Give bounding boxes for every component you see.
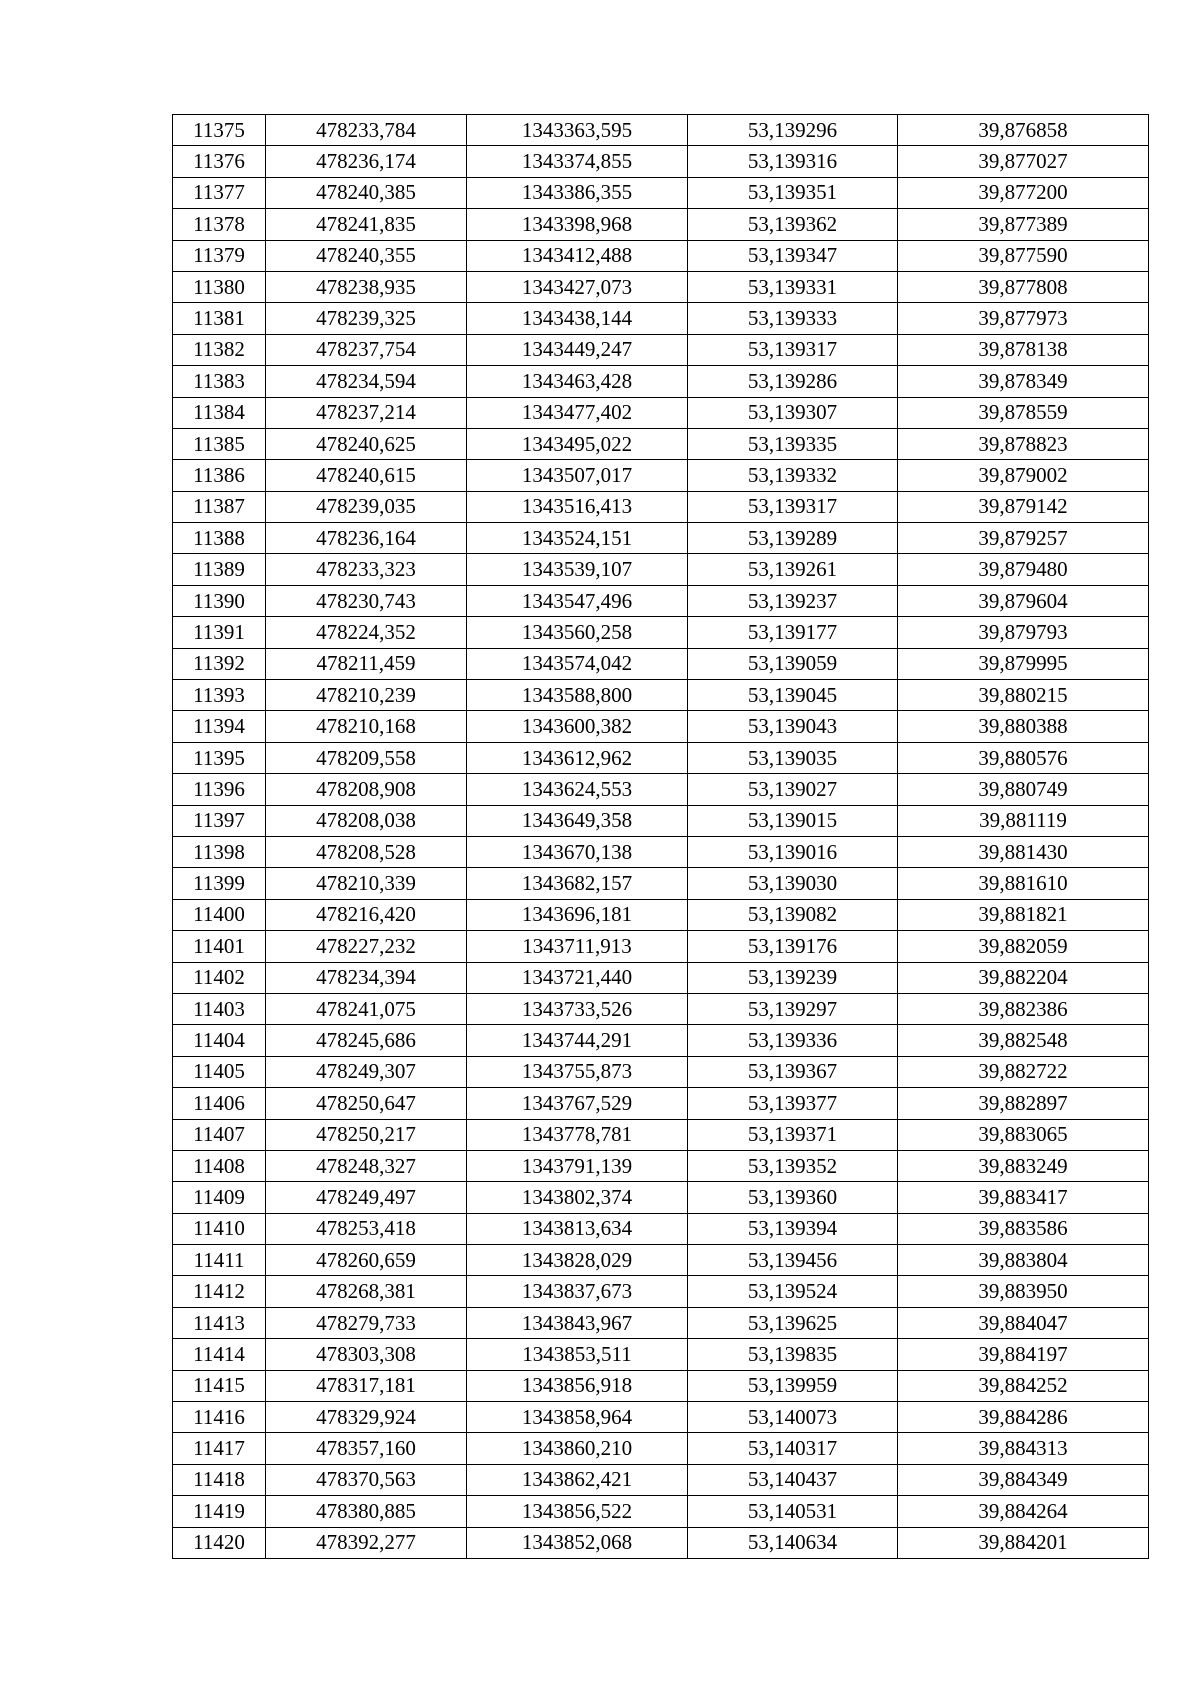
- y-coordinate-cell: 1343828,029: [467, 1245, 688, 1276]
- table-row: [173, 836, 1149, 867]
- table-row: [173, 931, 1149, 962]
- longitude-cell: 39,877808: [898, 271, 1149, 302]
- point-number-cell: 11397: [173, 805, 266, 836]
- longitude-cell: 39,883065: [898, 1119, 1149, 1150]
- latitude-cell: 53,139335: [688, 428, 898, 459]
- point-number-cell: 11417: [173, 1433, 266, 1464]
- table-row: [173, 648, 1149, 679]
- longitude-cell: 39,884349: [898, 1464, 1149, 1495]
- y-coordinate-cell: 1343449,247: [467, 334, 688, 365]
- y-coordinate-cell: 1343670,138: [467, 836, 688, 867]
- latitude-cell: 53,139289: [688, 523, 898, 554]
- table-row: [173, 868, 1149, 899]
- point-number-cell: 11399: [173, 868, 266, 899]
- table-row: [173, 1307, 1149, 1338]
- longitude-cell: 39,883586: [898, 1213, 1149, 1244]
- y-coordinate-cell: 1343588,800: [467, 680, 688, 711]
- table-row: [173, 805, 1149, 836]
- point-number-cell: 11400: [173, 899, 266, 930]
- y-coordinate-cell: 1343363,595: [467, 115, 688, 146]
- x-coordinate-cell: 478241,075: [266, 993, 467, 1024]
- table-row: [173, 1402, 1149, 1433]
- y-coordinate-cell: 1343682,157: [467, 868, 688, 899]
- x-coordinate-cell: 478240,615: [266, 460, 467, 491]
- table-row: [173, 585, 1149, 616]
- table-row: [173, 1496, 1149, 1527]
- x-coordinate-cell: 478268,381: [266, 1276, 467, 1307]
- table-row: [173, 334, 1149, 365]
- y-coordinate-cell: 1343463,428: [467, 366, 688, 397]
- latitude-cell: 53,139027: [688, 774, 898, 805]
- latitude-cell: 53,139333: [688, 303, 898, 334]
- point-number-cell: 11380: [173, 271, 266, 302]
- longitude-cell: 39,883417: [898, 1182, 1149, 1213]
- x-coordinate-cell: 478237,214: [266, 397, 467, 428]
- table-row: [173, 115, 1149, 146]
- table-row: [173, 1527, 1149, 1558]
- table-row: [173, 428, 1149, 459]
- longitude-cell: 39,880576: [898, 742, 1149, 773]
- point-number-cell: 11387: [173, 491, 266, 522]
- y-coordinate-cell: 1343856,918: [467, 1370, 688, 1401]
- latitude-cell: 53,139317: [688, 334, 898, 365]
- table-row: [173, 1182, 1149, 1213]
- x-coordinate-cell: 478208,528: [266, 836, 467, 867]
- x-coordinate-cell: 478224,352: [266, 617, 467, 648]
- x-coordinate-cell: 478370,563: [266, 1464, 467, 1495]
- y-coordinate-cell: 1343438,144: [467, 303, 688, 334]
- y-coordinate-cell: 1343547,496: [467, 585, 688, 616]
- longitude-cell: 39,880749: [898, 774, 1149, 805]
- point-number-cell: 11398: [173, 836, 266, 867]
- y-coordinate-cell: 1343507,017: [467, 460, 688, 491]
- point-number-cell: 11412: [173, 1276, 266, 1307]
- x-coordinate-cell: 478260,659: [266, 1245, 467, 1276]
- table-row: [173, 1088, 1149, 1119]
- table-row: [173, 1056, 1149, 1087]
- x-coordinate-cell: 478234,594: [266, 366, 467, 397]
- latitude-cell: 53,139261: [688, 554, 898, 585]
- latitude-cell: 53,139296: [688, 115, 898, 146]
- y-coordinate-cell: 1343398,968: [467, 209, 688, 240]
- table-row: [173, 366, 1149, 397]
- y-coordinate-cell: 1343778,781: [467, 1119, 688, 1150]
- table-row: [173, 680, 1149, 711]
- point-number-cell: 11395: [173, 742, 266, 773]
- y-coordinate-cell: 1343858,964: [467, 1402, 688, 1433]
- longitude-cell: 39,884286: [898, 1402, 1149, 1433]
- table-row: [173, 1464, 1149, 1495]
- longitude-cell: 39,879480: [898, 554, 1149, 585]
- point-number-cell: 11413: [173, 1307, 266, 1338]
- point-number-cell: 11389: [173, 554, 266, 585]
- y-coordinate-cell: 1343853,511: [467, 1339, 688, 1370]
- longitude-cell: 39,878559: [898, 397, 1149, 428]
- y-coordinate-cell: 1343427,073: [467, 271, 688, 302]
- point-number-cell: 11391: [173, 617, 266, 648]
- latitude-cell: 53,139394: [688, 1213, 898, 1244]
- point-number-cell: 11408: [173, 1150, 266, 1181]
- table-row: [173, 491, 1149, 522]
- x-coordinate-cell: 478329,924: [266, 1402, 467, 1433]
- x-coordinate-cell: 478236,174: [266, 146, 467, 177]
- point-number-cell: 11393: [173, 680, 266, 711]
- table-row: [173, 774, 1149, 805]
- x-coordinate-cell: 478279,733: [266, 1307, 467, 1338]
- latitude-cell: 53,139360: [688, 1182, 898, 1213]
- x-coordinate-cell: 478357,160: [266, 1433, 467, 1464]
- point-number-cell: 11386: [173, 460, 266, 491]
- table-row: [173, 711, 1149, 742]
- y-coordinate-cell: 1343852,068: [467, 1527, 688, 1558]
- point-number-cell: 11407: [173, 1119, 266, 1150]
- longitude-cell: 39,876858: [898, 115, 1149, 146]
- x-coordinate-cell: 478209,558: [266, 742, 467, 773]
- table-row: [173, 146, 1149, 177]
- point-number-cell: 11390: [173, 585, 266, 616]
- point-number-cell: 11375: [173, 115, 266, 146]
- point-number-cell: 11388: [173, 523, 266, 554]
- y-coordinate-cell: 1343524,151: [467, 523, 688, 554]
- x-coordinate-cell: 478208,038: [266, 805, 467, 836]
- table-row: [173, 1245, 1149, 1276]
- point-number-cell: 11416: [173, 1402, 266, 1433]
- x-coordinate-cell: 478250,217: [266, 1119, 467, 1150]
- latitude-cell: 53,139347: [688, 240, 898, 271]
- table-row: [173, 460, 1149, 491]
- longitude-cell: 39,883249: [898, 1150, 1149, 1181]
- y-coordinate-cell: 1343837,673: [467, 1276, 688, 1307]
- longitude-cell: 39,880215: [898, 680, 1149, 711]
- table-row: [173, 617, 1149, 648]
- x-coordinate-cell: 478317,181: [266, 1370, 467, 1401]
- y-coordinate-cell: 1343412,488: [467, 240, 688, 271]
- longitude-cell: 39,884313: [898, 1433, 1149, 1464]
- x-coordinate-cell: 478227,232: [266, 931, 467, 962]
- latitude-cell: 53,140317: [688, 1433, 898, 1464]
- point-number-cell: 11410: [173, 1213, 266, 1244]
- longitude-cell: 39,877027: [898, 146, 1149, 177]
- latitude-cell: 53,139331: [688, 271, 898, 302]
- x-coordinate-cell: 478249,497: [266, 1182, 467, 1213]
- point-number-cell: 11381: [173, 303, 266, 334]
- table-row: [173, 899, 1149, 930]
- y-coordinate-cell: 1343624,553: [467, 774, 688, 805]
- longitude-cell: 39,878138: [898, 334, 1149, 365]
- x-coordinate-cell: 478234,394: [266, 962, 467, 993]
- x-coordinate-cell: 478230,743: [266, 585, 467, 616]
- longitude-cell: 39,881430: [898, 836, 1149, 867]
- longitude-cell: 39,884252: [898, 1370, 1149, 1401]
- longitude-cell: 39,879793: [898, 617, 1149, 648]
- point-number-cell: 11403: [173, 993, 266, 1024]
- y-coordinate-cell: 1343843,967: [467, 1307, 688, 1338]
- y-coordinate-cell: 1343733,526: [467, 993, 688, 1024]
- table-row: [173, 240, 1149, 271]
- y-coordinate-cell: 1343612,962: [467, 742, 688, 773]
- table-row: [173, 1370, 1149, 1401]
- x-coordinate-cell: 478380,885: [266, 1496, 467, 1527]
- latitude-cell: 53,139959: [688, 1370, 898, 1401]
- point-number-cell: 11406: [173, 1088, 266, 1119]
- longitude-cell: 39,882548: [898, 1025, 1149, 1056]
- y-coordinate-cell: 1343860,210: [467, 1433, 688, 1464]
- longitude-cell: 39,882059: [898, 931, 1149, 962]
- latitude-cell: 53,139371: [688, 1119, 898, 1150]
- x-coordinate-cell: 478245,686: [266, 1025, 467, 1056]
- x-coordinate-cell: 478233,784: [266, 115, 467, 146]
- point-number-cell: 11376: [173, 146, 266, 177]
- latitude-cell: 53,139297: [688, 993, 898, 1024]
- latitude-cell: 53,140437: [688, 1464, 898, 1495]
- x-coordinate-cell: 478249,307: [266, 1056, 467, 1087]
- x-coordinate-cell: 478250,647: [266, 1088, 467, 1119]
- latitude-cell: 53,139524: [688, 1276, 898, 1307]
- point-number-cell: 11402: [173, 962, 266, 993]
- latitude-cell: 53,139176: [688, 931, 898, 962]
- latitude-cell: 53,139625: [688, 1307, 898, 1338]
- longitude-cell: 39,879604: [898, 585, 1149, 616]
- longitude-cell: 39,879142: [898, 491, 1149, 522]
- table-row: [173, 397, 1149, 428]
- point-number-cell: 11377: [173, 177, 266, 208]
- table-row: [173, 962, 1149, 993]
- x-coordinate-cell: 478233,323: [266, 554, 467, 585]
- latitude-cell: 53,139015: [688, 805, 898, 836]
- table-row: [173, 271, 1149, 302]
- longitude-cell: 39,883950: [898, 1276, 1149, 1307]
- x-coordinate-cell: 478392,277: [266, 1527, 467, 1558]
- longitude-cell: 39,881119: [898, 805, 1149, 836]
- point-number-cell: 11392: [173, 648, 266, 679]
- longitude-cell: 39,879995: [898, 648, 1149, 679]
- latitude-cell: 53,139307: [688, 397, 898, 428]
- point-number-cell: 11409: [173, 1182, 266, 1213]
- longitude-cell: 39,877590: [898, 240, 1149, 271]
- table-row: [173, 177, 1149, 208]
- table-row: [173, 1025, 1149, 1056]
- x-coordinate-cell: 478237,754: [266, 334, 467, 365]
- point-number-cell: 11418: [173, 1464, 266, 1495]
- longitude-cell: 39,877389: [898, 209, 1149, 240]
- x-coordinate-cell: 478238,935: [266, 271, 467, 302]
- longitude-cell: 39,884264: [898, 1496, 1149, 1527]
- x-coordinate-cell: 478236,164: [266, 523, 467, 554]
- point-number-cell: 11396: [173, 774, 266, 805]
- latitude-cell: 53,139035: [688, 742, 898, 773]
- table-row: [173, 1119, 1149, 1150]
- longitude-cell: 39,882386: [898, 993, 1149, 1024]
- coordinates-table: [172, 114, 1149, 1559]
- x-coordinate-cell: 478253,418: [266, 1213, 467, 1244]
- y-coordinate-cell: 1343560,258: [467, 617, 688, 648]
- latitude-cell: 53,139336: [688, 1025, 898, 1056]
- latitude-cell: 53,139317: [688, 491, 898, 522]
- table-row: [173, 993, 1149, 1024]
- x-coordinate-cell: 478211,459: [266, 648, 467, 679]
- y-coordinate-cell: 1343802,374: [467, 1182, 688, 1213]
- y-coordinate-cell: 1343856,522: [467, 1496, 688, 1527]
- latitude-cell: 53,139043: [688, 711, 898, 742]
- longitude-cell: 39,884047: [898, 1307, 1149, 1338]
- latitude-cell: 53,139456: [688, 1245, 898, 1276]
- latitude-cell: 53,139835: [688, 1339, 898, 1370]
- longitude-cell: 39,881821: [898, 899, 1149, 930]
- y-coordinate-cell: 1343386,355: [467, 177, 688, 208]
- longitude-cell: 39,879002: [898, 460, 1149, 491]
- longitude-cell: 39,879257: [898, 523, 1149, 554]
- latitude-cell: 53,139239: [688, 962, 898, 993]
- x-coordinate-cell: 478210,168: [266, 711, 467, 742]
- y-coordinate-cell: 1343862,421: [467, 1464, 688, 1495]
- table-row: [173, 1150, 1149, 1181]
- latitude-cell: 53,139316: [688, 146, 898, 177]
- x-coordinate-cell: 478240,385: [266, 177, 467, 208]
- latitude-cell: 53,139352: [688, 1150, 898, 1181]
- y-coordinate-cell: 1343755,873: [467, 1056, 688, 1087]
- y-coordinate-cell: 1343539,107: [467, 554, 688, 585]
- latitude-cell: 53,139362: [688, 209, 898, 240]
- y-coordinate-cell: 1343744,291: [467, 1025, 688, 1056]
- y-coordinate-cell: 1343600,382: [467, 711, 688, 742]
- point-number-cell: 11414: [173, 1339, 266, 1370]
- y-coordinate-cell: 1343721,440: [467, 962, 688, 993]
- y-coordinate-cell: 1343791,139: [467, 1150, 688, 1181]
- point-number-cell: 11394: [173, 711, 266, 742]
- y-coordinate-cell: 1343374,855: [467, 146, 688, 177]
- table-row: [173, 1213, 1149, 1244]
- latitude-cell: 53,139367: [688, 1056, 898, 1087]
- longitude-cell: 39,882897: [898, 1088, 1149, 1119]
- x-coordinate-cell: 478216,420: [266, 899, 467, 930]
- latitude-cell: 53,139030: [688, 868, 898, 899]
- y-coordinate-cell: 1343477,402: [467, 397, 688, 428]
- y-coordinate-cell: 1343696,181: [467, 899, 688, 930]
- longitude-cell: 39,882722: [898, 1056, 1149, 1087]
- longitude-cell: 39,880388: [898, 711, 1149, 742]
- x-coordinate-cell: 478210,239: [266, 680, 467, 711]
- y-coordinate-cell: 1343711,913: [467, 931, 688, 962]
- longitude-cell: 39,877973: [898, 303, 1149, 334]
- longitude-cell: 39,877200: [898, 177, 1149, 208]
- table-row: [173, 523, 1149, 554]
- latitude-cell: 53,139177: [688, 617, 898, 648]
- y-coordinate-cell: 1343649,358: [467, 805, 688, 836]
- latitude-cell: 53,139351: [688, 177, 898, 208]
- point-number-cell: 11420: [173, 1527, 266, 1558]
- longitude-cell: 39,884201: [898, 1527, 1149, 1558]
- x-coordinate-cell: 478239,325: [266, 303, 467, 334]
- coordinates-table-body: [173, 115, 1149, 1559]
- latitude-cell: 53,139377: [688, 1088, 898, 1119]
- latitude-cell: 53,139059: [688, 648, 898, 679]
- latitude-cell: 53,140634: [688, 1527, 898, 1558]
- point-number-cell: 11404: [173, 1025, 266, 1056]
- x-coordinate-cell: 478240,625: [266, 428, 467, 459]
- table-row: [173, 209, 1149, 240]
- x-coordinate-cell: 478303,308: [266, 1339, 467, 1370]
- point-number-cell: 11382: [173, 334, 266, 365]
- point-number-cell: 11385: [173, 428, 266, 459]
- point-number-cell: 11405: [173, 1056, 266, 1087]
- longitude-cell: 39,878349: [898, 366, 1149, 397]
- x-coordinate-cell: 478208,908: [266, 774, 467, 805]
- point-number-cell: 11384: [173, 397, 266, 428]
- point-number-cell: 11415: [173, 1370, 266, 1401]
- latitude-cell: 53,139045: [688, 680, 898, 711]
- point-number-cell: 11419: [173, 1496, 266, 1527]
- point-number-cell: 11383: [173, 366, 266, 397]
- table-row: [173, 1276, 1149, 1307]
- x-coordinate-cell: 478240,355: [266, 240, 467, 271]
- y-coordinate-cell: 1343767,529: [467, 1088, 688, 1119]
- table-row: [173, 303, 1149, 334]
- latitude-cell: 53,140073: [688, 1402, 898, 1433]
- longitude-cell: 39,884197: [898, 1339, 1149, 1370]
- longitude-cell: 39,883804: [898, 1245, 1149, 1276]
- table-row: [173, 1433, 1149, 1464]
- point-number-cell: 11378: [173, 209, 266, 240]
- y-coordinate-cell: 1343516,413: [467, 491, 688, 522]
- x-coordinate-cell: 478248,327: [266, 1150, 467, 1181]
- longitude-cell: 39,881610: [898, 868, 1149, 899]
- point-number-cell: 11379: [173, 240, 266, 271]
- y-coordinate-cell: 1343813,634: [467, 1213, 688, 1244]
- x-coordinate-cell: 478210,339: [266, 868, 467, 899]
- table-row: [173, 742, 1149, 773]
- x-coordinate-cell: 478239,035: [266, 491, 467, 522]
- latitude-cell: 53,139016: [688, 836, 898, 867]
- longitude-cell: 39,882204: [898, 962, 1149, 993]
- table-row: [173, 1339, 1149, 1370]
- point-number-cell: 11401: [173, 931, 266, 962]
- latitude-cell: 53,139286: [688, 366, 898, 397]
- latitude-cell: 53,139082: [688, 899, 898, 930]
- y-coordinate-cell: 1343495,022: [467, 428, 688, 459]
- latitude-cell: 53,140531: [688, 1496, 898, 1527]
- latitude-cell: 53,139237: [688, 585, 898, 616]
- y-coordinate-cell: 1343574,042: [467, 648, 688, 679]
- table-row: [173, 554, 1149, 585]
- longitude-cell: 39,878823: [898, 428, 1149, 459]
- latitude-cell: 53,139332: [688, 460, 898, 491]
- x-coordinate-cell: 478241,835: [266, 209, 467, 240]
- point-number-cell: 11411: [173, 1245, 266, 1276]
